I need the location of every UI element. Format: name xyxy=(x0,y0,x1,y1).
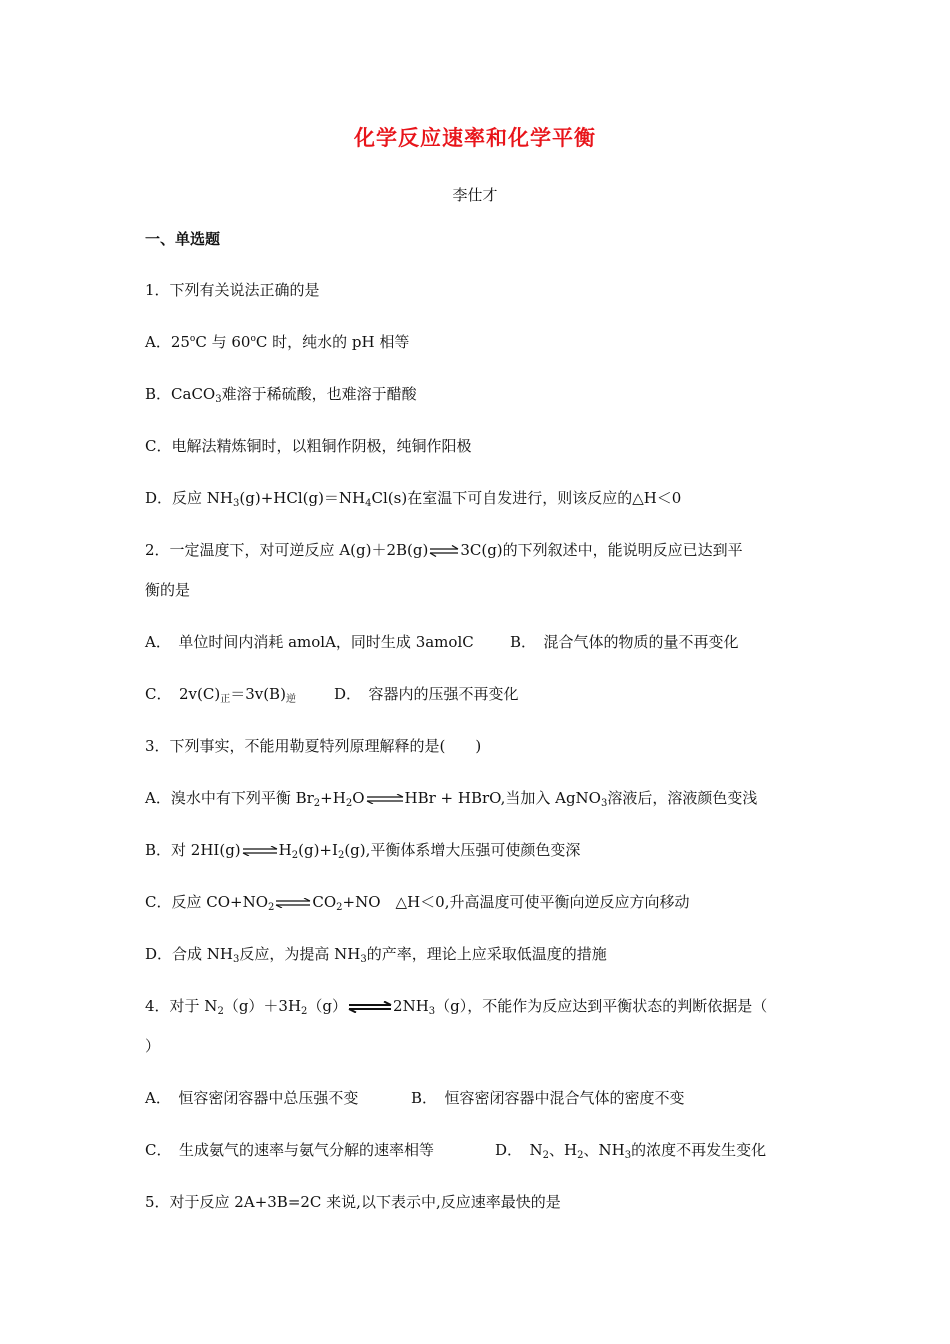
author-name: 李仕才 xyxy=(452,186,498,204)
equilibrium-arrow-icon xyxy=(429,545,459,557)
q4-option-d: D． $N_2$、$H_2$、$NH_3$的浓度不再发生变化 xyxy=(495,1141,767,1161)
q2-option-d: D． 容器内的压强不再变化 xyxy=(334,685,519,703)
q1-option-d: D．反应 $NH_3(g)+HCl(g)=NH_4Cl(s)$在室温下可自发进行，则该反应的△H＜0 xyxy=(145,489,682,509)
equilibrium-arrow-icon xyxy=(275,898,311,908)
q3-option-a: A．溴水中有下列平衡 $Br_2+H_2O$ HBr + HBrO,当加入 AgNO$_3$溶液后，溶液颜色变浅 xyxy=(145,789,758,809)
q2-option-a: A． 单位时间内消耗 amolA，同时生成 3amolC xyxy=(145,633,474,651)
q4-stem: 4．对于 $N_2(g)+3H_2(g)$ $2NH_3(g)$，不能作为反应达到平衡状态的判断依据是（ xyxy=(145,997,768,1017)
q4-option-c: C． 生成氨气的速率与氨气分解的速率相等 xyxy=(145,1141,434,1159)
q4-stem-line2: ） xyxy=(145,1037,161,1055)
document-title: 化学反应速率和化学平衡 xyxy=(354,126,596,150)
q2-option-c: C． $2v(C)_正=3v(B)_逆$ xyxy=(145,685,296,705)
q3-option-d: D．合成 $NH_3$反应，为提高 $NH_3$的产率，理论上应采取低温度的措施 xyxy=(145,945,607,965)
section-heading: 一、单选题 xyxy=(145,230,221,248)
q4-option-b: B． 恒容密闭容器中混合气体的密度不变 xyxy=(411,1089,685,1107)
q2-stem-line2: 衡的是 xyxy=(145,581,191,599)
q3-option-b: B．对 2HI(g) $H_2(g)+I_2(g)$,平衡体系增大压强可使颜色变深 xyxy=(145,841,581,861)
q5-stem: 5．对于反应 2A+3B=2C 来说,以下表示中,反应速率最快的是 xyxy=(145,1193,561,1211)
equilibrium-arrow-icon xyxy=(366,794,404,804)
q2-stem: 2．一定温度下，对可逆反应 A(g)＋2B(g) 3C(g)的下列叙述中，能说明反应已达到平 xyxy=(145,541,743,559)
q2-option-b: B． 混合气体的物质的量不再变化 xyxy=(510,633,739,651)
q4-option-a: A． 恒容密闭容器中总压强不变 xyxy=(145,1089,359,1107)
q3-stem: 3．下列事实，不能用勒夏特列原理解释的是( ) xyxy=(145,737,482,755)
q3-option-c: C．反应 $CO+NO_2$ $CO_2+NO$ △H＜0,升高温度可使平衡向逆反应方向移动 xyxy=(145,893,690,913)
q1-option-a: A．25$^o$C 与 60$^o$C 时，纯水的 pH 相等 xyxy=(145,333,410,351)
q1-option-c: C．电解法精炼铜时，以粗铜作阴极，纯铜作阳极 xyxy=(145,437,472,455)
q1-option-b: B．CaCO$_3$难溶于稀硫酸，也难溶于醋酸 xyxy=(145,385,417,405)
equilibrium-arrow-icon xyxy=(348,1001,392,1013)
equilibrium-arrow-icon xyxy=(242,846,278,856)
q1-stem: 1．下列有关说法正确的是 xyxy=(145,281,320,299)
